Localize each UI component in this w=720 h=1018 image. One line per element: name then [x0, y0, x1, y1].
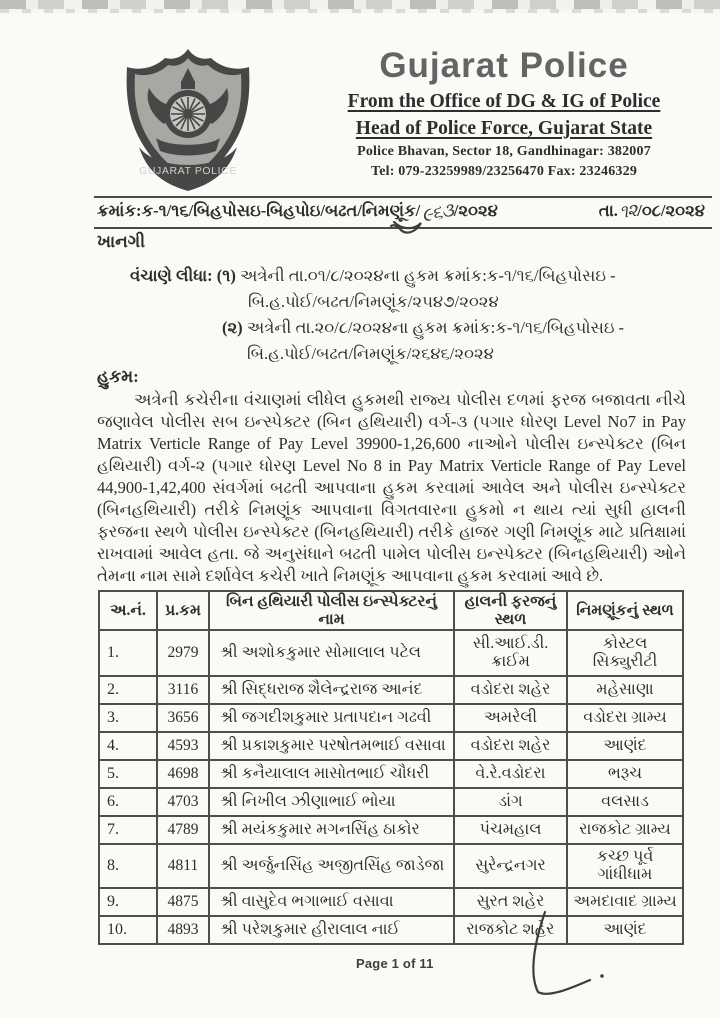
table-cell: 6. — [99, 788, 157, 816]
classification-label: ખાનગી — [97, 232, 146, 251]
reference-number-prefix: ક્રમાંક:ક-૧/૧૬/બિહપોસઇ-બિહપોઇ/બઢત/નિમણૂંક/ — [97, 201, 421, 220]
read-reference-index-1: (૧) — [216, 266, 236, 285]
table-cell: 1. — [99, 630, 157, 676]
col-header-name: બિન હથિયારી પોલીસ ઇન્સ્પેક્ટરનું નામ — [209, 591, 454, 630]
table-cell: 4811 — [157, 844, 209, 888]
handwritten-day: ૧૨ — [617, 199, 638, 223]
table-row — [99, 630, 683, 676]
address-line: Police Bhavan, Sector 18, Gandhinagar: 382007 — [357, 144, 651, 159]
table-cell: વે.રે.વડોદરા — [454, 760, 567, 788]
table-cell: શ્રી જગદીશકુમાર પ્રતાપદાન ગઢવી — [209, 704, 454, 732]
table-cell: 3. — [99, 704, 157, 732]
officer-table-body — [99, 630, 683, 944]
table-cell: અમરેલી — [454, 704, 567, 732]
table-cell: ડાંગ — [454, 788, 567, 816]
table-cell: શ્રી અર્જુનસિંહ અજીતસિંહ જાડેજા — [209, 844, 454, 888]
read-reference-line-2 — [248, 292, 499, 312]
order-body-paragraph: અત્રેની કચેરીના વંચાણમાં લીધેલ હુકમથી રાજ્ય પોલીસ દળમાં ફરજ બજાવતા નીચે જણાવેલ પોલીસ સબ ઇન્સ્પેક્ટર (બિન હથિયારી) વર્ગ-૩ (પગાર ધોરણ Level No7 in Pay Matrix Verticle Range of Pay Level 39900-1,26,600 નાઓને પોલીસ ઇન્સ્પેક્ટર (બિન હથિયારી) વર્ગ-૨ (પગાર ધોરણ Level No 8 in Pay Matrix Verticle Range of Pay Level 44,900-1,42,400 સંવર્ગમાં બઢતી આપવાના હુકમ કરવામાં આવેલ અને પોલીસ ઇન્સ્પેક્ટર (બિનહથિયારી) તરીકે નિમણૂંક આપવાના વિગતવારના હુકમો ન થાય ત્યાં સુધી હાલની ફરજના સ્થળે પોલીસ ઇન્સ્પેક્ટર (બિનહથિયારી) તરીકે હાજર ગણી નિમણૂંક માટે પ્રતિક્ષામાં રાખવામાં આવેલ હતા. જે અનુસંધાને બઢતી પામેલ પોલીસ ઇન્સ્પેક્ટર (બિનહથિયારી) ઓને તેમના નામ સામે દર્શાવેલ કચેરી ખાતે નિમણૂંક આપવાના હુકમ કરવામાં આવે છે. — [97, 390, 686, 585]
read-reference-line-3 — [222, 318, 624, 338]
contact-line: Tel: 079-23259989/23256470 Fax: 23246329 — [370, 164, 638, 179]
table-cell: પંચમહાલ — [454, 816, 567, 844]
table-cell: શ્રી અશોકકુમાર સોમાલાલ પટેલ — [209, 630, 454, 676]
table-cell: 3116 — [157, 676, 209, 704]
divider-bottom — [94, 227, 712, 229]
read-reference-text-2: બિ.હ.પોઈ/બઢત/નિમણૂંક/૨૫૪૭/૨૦૨૪ — [248, 292, 499, 311]
table-cell: 7. — [99, 816, 157, 844]
org-title: Gujarat Police — [379, 46, 629, 85]
table-cell: 3656 — [157, 704, 209, 732]
table-cell: શ્રી સિદ્ધરાજ શૈલેન્દ્રરાજ આનંદ — [209, 676, 454, 704]
order-heading: હુકમ: — [97, 367, 139, 386]
table-cell: સી.આઈ.ડી. ક્રાઈમ — [454, 630, 567, 676]
read-reference-index-2: (૨) — [222, 318, 243, 337]
table-cell: શ્રી પ્રકાશકુમાર પરષોતમભાઈ વસાવા — [209, 732, 454, 760]
office-line: From the Office of DG & IG of Police — [347, 91, 661, 112]
table-cell: 9. — [99, 888, 157, 916]
reference-number-line — [97, 199, 705, 227]
handwritten-outward-number: ૯૬૩ — [419, 199, 456, 227]
col-header-serial: અ.નં. — [99, 591, 157, 630]
department-line: Head of Police Force, Gujarat State — [355, 118, 653, 139]
table-cell: વડોદરા ગ્રામ્ય — [567, 704, 683, 732]
read-reference-line-4 — [247, 344, 494, 364]
page-number: Page 1 of 11 — [356, 956, 434, 971]
read-reference-line-1 — [130, 266, 616, 286]
gujarat-police-logo-icon — [112, 44, 264, 196]
officer-roster-table — [98, 590, 684, 945]
table-cell: શ્રી નિખીલ ઝીણાભાઈ ભોયા — [209, 788, 454, 816]
table-row — [99, 760, 683, 788]
table-cell: 10. — [99, 916, 157, 944]
table-header-row — [99, 591, 683, 630]
table-row — [99, 676, 683, 704]
table-cell: 4789 — [157, 816, 209, 844]
table-cell: આણંદ — [567, 732, 683, 760]
table-cell: 4893 — [157, 916, 209, 944]
reference-number — [97, 199, 498, 227]
table-cell: 5. — [99, 760, 157, 788]
table-row — [99, 788, 683, 816]
table-cell: 2979 — [157, 630, 209, 676]
table-cell: આણંદ — [567, 916, 683, 944]
read-reference-text-3: અત્રેની તા.૨૦/૮/૨૦૨૪ના હુકમ ક્રમાંક:ક-૧/૧૬/બિહપોસઇ - — [246, 318, 625, 337]
read-reference-text-1: અત્રેની તા.૦૧/૮/૨૦૨૪ના હુકમ ક્રમાંક:ક-૧/૧૬/બિહપોસઇ - — [240, 266, 616, 285]
table-cell: કચ્છ પૂર્વ ગાંધીધામ — [567, 844, 683, 888]
table-cell: 4698 — [157, 760, 209, 788]
scan-artifact-top — [0, 0, 720, 9]
table-cell: વડોદરા શહેર — [454, 732, 567, 760]
read-reference-text-4: બિ.હ.પોઈ/બઢત/નિમણૂંક/૨૬૪૬/૨૦૨૪ — [247, 344, 494, 363]
logo-text: GUJARAT POLICE — [139, 165, 237, 177]
date-prefix: તા. — [598, 201, 618, 220]
table-cell: રાજકોટ શહેર — [454, 916, 567, 944]
col-header-seniority: પ્ર.કમ — [157, 591, 209, 630]
read-references-label: વંચાણે લીધા: — [130, 266, 213, 285]
table-cell: શ્રી કનૈયાલાલ માસોતભાઈ ચૌધરી — [209, 760, 454, 788]
letterhead — [298, 46, 710, 180]
table-row — [99, 916, 683, 944]
table-cell: રાજકોટ ગ્રામ્ય — [567, 816, 683, 844]
table-cell: શ્રી પરેશકુમાર હીરાલાલ નાઈ — [209, 916, 454, 944]
table-cell: ભરૂચ — [567, 760, 683, 788]
table-cell: વલસાડ — [567, 788, 683, 816]
table-cell: અમદાવાદ ગ્રામ્ય — [567, 888, 683, 916]
table-row — [99, 816, 683, 844]
table-cell: શ્રી વાસુદેવ ભગાભાઈ વસાવા — [209, 888, 454, 916]
scan-artifact-top-2 — [0, 9, 720, 13]
table-cell: 4. — [99, 732, 157, 760]
table-cell: 4703 — [157, 788, 209, 816]
table-row — [99, 732, 683, 760]
table-row — [99, 704, 683, 732]
pen-dot — [600, 974, 604, 978]
reference-date — [599, 200, 705, 221]
col-header-new-posting: નિમણૂંકનું સ્થળ — [567, 591, 683, 630]
table-cell: 4593 — [157, 732, 209, 760]
table-cell: 4875 — [157, 888, 209, 916]
table-cell: કોસ્ટલ સિક્યુરીટી — [567, 630, 683, 676]
table-cell: વડોદરા શહેર — [454, 676, 567, 704]
table-cell: 2. — [99, 676, 157, 704]
reference-number-suffix: /૨૦૨૪ — [453, 201, 498, 220]
table-row — [99, 888, 683, 916]
date-suffix: /૦૮/૨૦૨૪ — [637, 201, 705, 220]
table-cell: સુરત શહેર — [454, 888, 567, 916]
table-cell: સુરેન્દ્રનગર — [454, 844, 567, 888]
col-header-current-posting: હાલની ફરજનું સ્થળ — [454, 591, 567, 630]
table-cell: મહેસાણા — [567, 676, 683, 704]
table-cell: 8. — [99, 844, 157, 888]
divider-top — [94, 196, 712, 198]
table-cell: શ્રી મયંકકુમાર મગનસિંહ ઠાકોર — [209, 816, 454, 844]
table-row — [99, 844, 683, 888]
